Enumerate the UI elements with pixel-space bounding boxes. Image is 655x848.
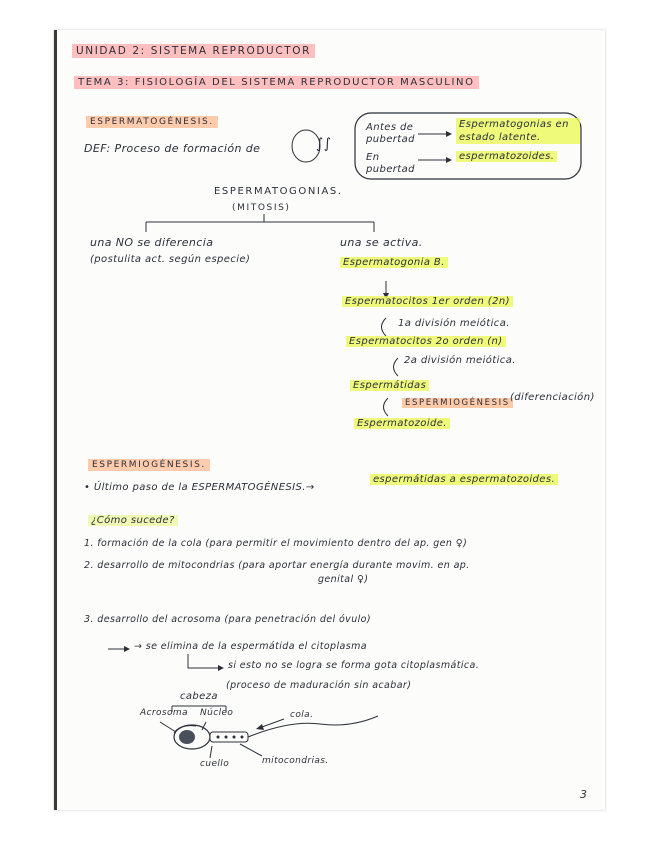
step-espermatocitos-1: Espermatocitos 1er orden (2n) [342, 296, 513, 307]
label-cola: cola. [290, 710, 314, 720]
left-branch-sub: (postulita act. según especie) [90, 254, 251, 265]
item-3: 3. desarrollo del acrosoma (para penetración del óvulo) [84, 614, 371, 625]
bullet-1: • Último paso de la ESPERMATOGÉNESIS.→ [84, 482, 315, 493]
label-cabeza: cabeza [180, 691, 218, 702]
box-before-result: Espermatogonias en estado latente. [456, 118, 580, 144]
box-after-label: En pubertad [366, 152, 415, 175]
item-2: 2. desarrollo de mitocondrias (para aportar energía durante movim. en ap. [84, 560, 470, 571]
page-number: 3 [580, 788, 588, 801]
box-before-label: Antes de pubertad [366, 122, 415, 145]
item-1: 1. formación de la cola (para permitir el movimiento dentro del ap. gen ♀) [84, 538, 468, 549]
topic-title: TEMA 3: FISIOLOGÍA DEL SISTEMA REPRODUCTOR MASCULINO [74, 76, 479, 89]
section-heading-espermatogenesis: ESPERMATOGÉNESIS. [86, 116, 218, 128]
unit-title: UNIDAD 2: SISTEMA REPRODUCTOR [72, 44, 315, 58]
step-espermatidas: Espermátidas [350, 380, 429, 391]
label-acrosoma: Acrosoma [140, 708, 188, 718]
sperm-glyph: ∫∫ [316, 136, 332, 152]
step-espermatozoide: Espermatozoide. [354, 418, 450, 429]
tree-root-sub: (MITOSIS) [232, 203, 291, 213]
item-3-sub2: si esto no se logra se forma gota citoplasmática. [228, 660, 480, 671]
definition-text: DEF: Proceso de formación de [84, 142, 261, 155]
step-espermatogonia-b: Espermatogonia B. [340, 257, 448, 268]
label-nucleo: Núcleo [200, 708, 234, 718]
label-mitocondrias: mitocondrias. [262, 756, 329, 766]
bullet-1-result: espermátidas a espermatozoides. [370, 474, 558, 485]
left-branch: una NO se diferencia [90, 236, 214, 249]
section-heading-espermiogenesis: ESPERMIOGÉNESIS. [88, 459, 210, 471]
step-division-1: 1a división meiótica. [398, 318, 510, 329]
sperm-diagram [160, 706, 378, 758]
question: ¿Cómo sucede? [88, 515, 178, 526]
step-espermiogenesis: ESPERMIOGÉNESIS [402, 398, 513, 408]
box-after-result: espermatozoides. [456, 151, 557, 162]
right-branch: una se activa. [340, 236, 423, 249]
item-3-sub3: (proceso de maduración sin acabar) [226, 680, 412, 691]
step-diferenciacion: (diferenciación) [510, 392, 595, 403]
item-3-sub: → se elimina de la espermátida el citoplasma [134, 641, 367, 652]
step-espermatocitos-2: Espermatocitos 2o orden (n) [346, 336, 506, 347]
item-2-cont: genital ♀) [318, 574, 369, 585]
label-cuello: cuello [200, 759, 230, 769]
tree-root: ESPERMATOGONIAS. [214, 186, 343, 197]
step-division-2: 2a división meiótica. [404, 355, 516, 366]
